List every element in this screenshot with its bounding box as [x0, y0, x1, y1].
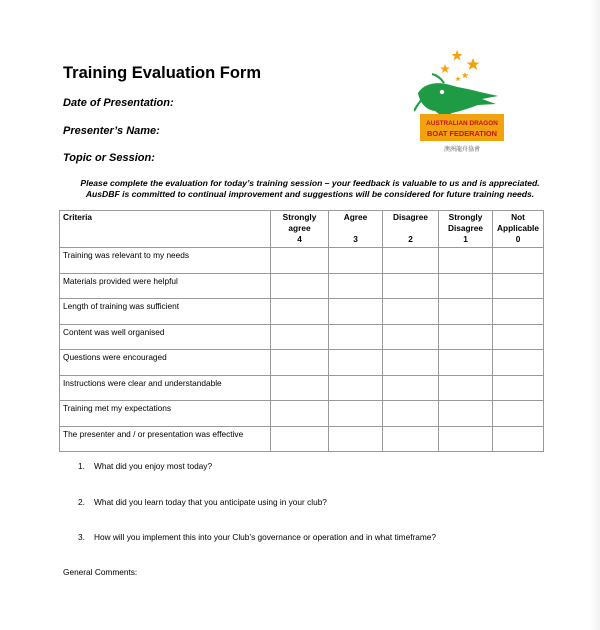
evaluation-table — [59, 210, 544, 452]
star-icon — [467, 58, 480, 70]
header-disagree-line-2 — [383, 223, 438, 234]
header-strongly-disagree-line-1: Strongly — [448, 212, 483, 222]
table-row — [60, 273, 544, 299]
rating-cell-strongly-disagree[interactable] — [439, 401, 493, 427]
ausdbf-logo — [414, 45, 504, 155]
rating-cell-agree[interactable] — [329, 248, 383, 274]
rating-cell-disagree[interactable] — [383, 350, 439, 376]
rating-cell-strongly-agree[interactable] — [271, 401, 329, 427]
table-row — [60, 375, 544, 401]
rating-cell-agree[interactable] — [329, 350, 383, 376]
header-criteria — [60, 211, 271, 248]
rating-cell-strongly-agree[interactable] — [271, 375, 329, 401]
rating-cell-strongly-agree[interactable] — [271, 350, 329, 376]
dragon-eye-icon — [440, 90, 444, 94]
rating-cell-not-applicable[interactable] — [493, 426, 544, 452]
question-number: 2. — [78, 497, 85, 507]
rating-cell-agree[interactable] — [329, 273, 383, 299]
header-disagree — [383, 211, 439, 248]
rating-cell-strongly-disagree[interactable] — [439, 350, 493, 376]
criteria-cell: The presenter and / or presentation was effective — [60, 426, 271, 452]
header-agree-score: 3 — [353, 234, 358, 244]
logo-line-2: BOAT FEDERATION — [427, 129, 497, 138]
notice-line-2: AusDBF is committed to continual improvement and suggestions will be considered for future training needs. — [85, 189, 535, 199]
notice-line-1: Please complete the evaluation for today’s training session – your feedback is valuable to us and is appreciated. — [80, 178, 540, 188]
table-row — [60, 426, 544, 452]
criteria-cell: Content was well organised — [60, 324, 271, 350]
rating-cell-not-applicable[interactable] — [493, 324, 544, 350]
table-row — [60, 401, 544, 427]
rating-cell-not-applicable[interactable] — [493, 350, 544, 376]
header-not-applicable — [493, 211, 544, 248]
rating-cell-not-applicable[interactable] — [493, 273, 544, 299]
rating-cell-strongly-disagree[interactable] — [439, 375, 493, 401]
table-header-row — [60, 211, 544, 248]
rating-cell-agree[interactable] — [329, 401, 383, 427]
rating-cell-not-applicable[interactable] — [493, 299, 544, 325]
rating-cell-strongly-disagree[interactable] — [439, 273, 493, 299]
rating-cell-strongly-agree[interactable] — [271, 426, 329, 452]
criteria-cell: Questions were encouraged — [60, 350, 271, 376]
table-row — [60, 299, 544, 325]
form-title: Training Evaluation Form — [63, 64, 262, 82]
rating-cell-not-applicable[interactable] — [493, 248, 544, 274]
criteria-cell: Instructions were clear and understandable — [60, 375, 271, 401]
rating-cell-strongly-disagree[interactable] — [439, 299, 493, 325]
header-agree-line-1: Agree — [343, 212, 368, 222]
question-number: 3. — [78, 532, 85, 542]
rating-cell-disagree[interactable] — [383, 401, 439, 427]
rating-cell-strongly-agree[interactable] — [271, 248, 329, 274]
presenters-name-label: Presenter’s Name: — [63, 125, 160, 137]
star-icon — [462, 72, 469, 78]
rating-cell-strongly-disagree[interactable] — [439, 324, 493, 350]
table-row — [60, 350, 544, 376]
rating-cell-disagree[interactable] — [383, 375, 439, 401]
general-comments-label: General Comments: — [63, 567, 138, 577]
question-text: How will you implement this into your Club’s governance or operation and in what timeframe? — [94, 532, 437, 542]
question-item — [78, 497, 327, 507]
rating-cell-agree[interactable] — [329, 426, 383, 452]
criteria-cell: Training met my expectations — [60, 401, 271, 427]
star-icon — [455, 76, 461, 81]
rating-cell-not-applicable[interactable] — [493, 375, 544, 401]
question-text: What did you enjoy most today? — [94, 461, 213, 471]
header-strongly-agree — [271, 211, 329, 248]
question-number: 1. — [78, 461, 85, 471]
star-icon — [452, 50, 463, 61]
header-not-applicable-score: 0 — [515, 234, 521, 244]
header-not-applicable-line-1: Not — [511, 212, 525, 222]
header-strongly-disagree-line-2: Disagree — [447, 223, 484, 233]
rating-cell-disagree[interactable] — [383, 273, 439, 299]
question-item — [78, 461, 212, 471]
rating-cell-agree[interactable] — [329, 375, 383, 401]
header-strongly-agree-line-1: Strongly — [282, 212, 317, 222]
logo-line-3: 澳洲龍舟協會 — [443, 146, 481, 153]
rating-cell-strongly-agree[interactable] — [271, 324, 329, 350]
rating-cell-agree[interactable] — [329, 299, 383, 325]
rating-cell-not-applicable[interactable] — [493, 401, 544, 427]
header-not-applicable-line-2: Applicable — [497, 223, 539, 233]
header-strongly-agree-line-2: agree — [288, 223, 311, 233]
page-edge-shadow — [590, 0, 600, 630]
rating-cell-disagree[interactable] — [383, 426, 439, 452]
header-strongly-agree-score: 4 — [297, 234, 302, 244]
instructions-notice — [60, 178, 560, 200]
rating-cell-agree[interactable] — [329, 324, 383, 350]
header-disagree-line-1: Disagree — [392, 212, 429, 222]
question-text: What did you learn today that you anticipate using in your club? — [94, 497, 327, 507]
logo-line-1: AUSTRALIAN DRAGON — [426, 120, 498, 127]
topic-or-session-label: Topic or Session: — [63, 152, 155, 164]
question-item — [78, 532, 436, 542]
star-icon — [440, 64, 450, 73]
dragon-whisker — [432, 74, 444, 83]
table-row — [60, 324, 544, 350]
rating-cell-disagree[interactable] — [383, 248, 439, 274]
dragon-head-icon — [418, 83, 498, 118]
header-agree — [329, 211, 383, 248]
rating-cell-strongly-disagree[interactable] — [439, 248, 493, 274]
header-strongly-disagree — [439, 211, 493, 248]
criteria-cell: Length of training was sufficient — [60, 299, 271, 325]
criteria-cell: Materials provided were helpful — [60, 273, 271, 299]
header-disagree-score: 2 — [408, 234, 413, 244]
header-strongly-disagree-score: 1 — [463, 234, 468, 244]
table-row — [60, 248, 544, 274]
date-of-presentation-label: Date of Presentation: — [63, 97, 174, 109]
rating-cell-strongly-agree[interactable] — [271, 299, 329, 325]
criteria-cell: Training was relevant to my needs — [60, 248, 271, 274]
header-agree-line-2 — [329, 223, 382, 234]
rating-cell-disagree[interactable] — [383, 324, 439, 350]
rating-cell-strongly-disagree[interactable] — [439, 426, 493, 452]
header-criteria-label: Criteria — [63, 212, 93, 222]
rating-cell-strongly-agree[interactable] — [271, 273, 329, 299]
rating-cell-disagree[interactable] — [383, 299, 439, 325]
